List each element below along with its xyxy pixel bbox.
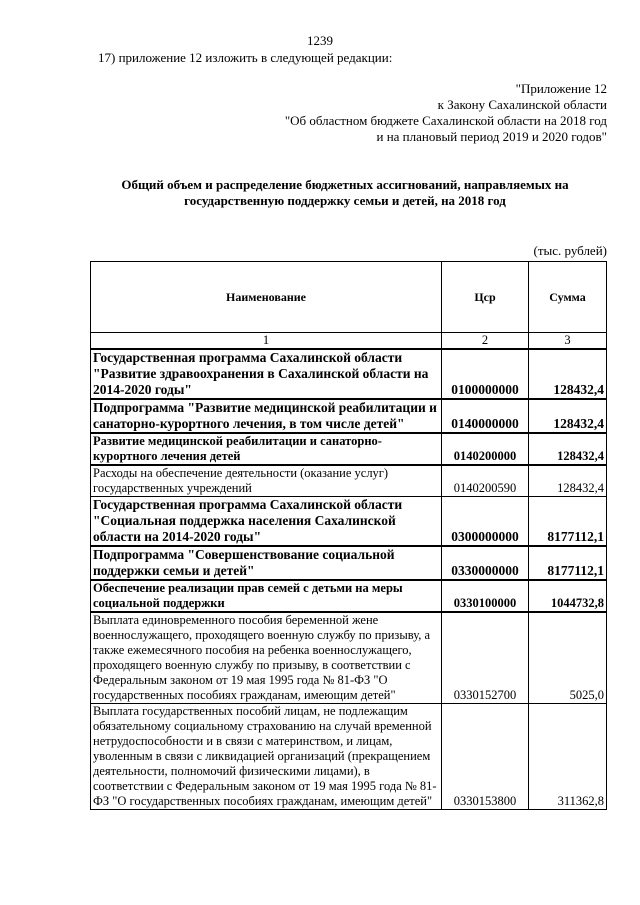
budget-table	[90, 261, 607, 810]
row-sum: 8177112,1	[529, 497, 607, 547]
appendix-line-3: "Об областном бюджете Сахалинской области на 2018 год	[284, 113, 607, 128]
row-sum: 311362,8	[529, 704, 607, 810]
column-number-row	[91, 333, 607, 350]
row-sum: 128432,4	[529, 399, 607, 433]
row-sum: 5025,0	[529, 612, 607, 704]
intro-text: 17) приложение 12 изложить в следующей редакции:	[98, 50, 393, 65]
row-code: 0100000000	[442, 349, 529, 399]
row-code: 0300000000	[442, 497, 529, 547]
document-title	[90, 177, 600, 209]
table-row	[91, 546, 607, 580]
row-name: Расходы на обеспечение деятельности (оказание услуг) государственных учреждений	[91, 465, 442, 497]
page-number: 1239	[307, 33, 333, 48]
appendix-line-2: к Закону Сахалинской области	[437, 97, 607, 112]
table-body	[91, 349, 607, 810]
column-number: 2	[442, 333, 529, 350]
table-row	[91, 580, 607, 612]
column-number: 3	[529, 333, 607, 350]
row-name: Подпрограмма "Развитие медицинской реабилитации и санаторно-курортного лечения, в том числе детей"	[91, 399, 442, 433]
header-sum: Сумма	[529, 262, 607, 333]
row-name: Выплата государственных пособий лицам, не подлежащим обязательному социальному страхованию на случай временной нетрудоспособности и в связи с материнством, и лицам, уволенным в связи с ликвидацией организаций (прекращением деятельности, полномочий физическими лицами), в соответствии с Федеральным законом от 19 мая 1995 года № 81-ФЗ "О государственных пособиях гражданам, имеющим детей"	[91, 704, 442, 810]
title-line-2: государственную поддержку семьи и детей, на 2018 год	[184, 193, 506, 208]
row-code: 0330100000	[442, 580, 529, 612]
row-sum: 128432,4	[529, 465, 607, 497]
table-row	[91, 433, 607, 465]
row-name: Государственная программа Сахалинской области "Развитие здравоохранения в Сахалинской области на 2014-2020 годы"	[91, 349, 442, 399]
row-sum: 8177112,1	[529, 546, 607, 580]
row-name: Развитие медицинской реабилитации и санаторно-курортного лечения детей	[91, 433, 442, 465]
row-code: 0140200000	[442, 433, 529, 465]
row-name: Государственная программа Сахалинской области "Социальная поддержка населения Сахалинской области на 2014-2020 годы"	[91, 497, 442, 547]
row-code: 0140000000	[442, 399, 529, 433]
row-name: Обеспечение реализации прав семей с детьми на меры социальной поддержки	[91, 580, 442, 612]
appendix-line-1: "Приложение 12	[515, 81, 607, 96]
table-header-row	[91, 262, 607, 333]
table-row	[91, 399, 607, 433]
table-row	[91, 465, 607, 497]
appendix-line-4: и на плановый период 2019 и 2020 годов"	[376, 129, 607, 144]
title-line-1: Общий объем и распределение бюджетных ассигнований, направляемых на	[121, 177, 569, 192]
row-sum: 128432,4	[529, 349, 607, 399]
row-code: 0330153800	[442, 704, 529, 810]
units-label: (тыс. рублей)	[533, 243, 607, 258]
table-row	[91, 349, 607, 399]
row-name: Выплата единовременного пособия беременной жене военнослужащего, проходящего военную службу по призыву, а также ежемесячного пособия на ребенка военнослужащего, проходящего военную службу по призыву, в соответствии с Федеральным законом от 19 мая 1995 года № 81-ФЗ "О государственных пособиях гражданам, имеющим детей"	[91, 612, 442, 704]
table-row	[91, 497, 607, 547]
row-sum: 128432,4	[529, 433, 607, 465]
table-row	[91, 704, 607, 810]
row-sum: 1044732,8	[529, 580, 607, 612]
appendix-header	[285, 81, 607, 145]
row-code: 0330000000	[442, 546, 529, 580]
row-code: 0140200590	[442, 465, 529, 497]
column-number: 1	[91, 333, 442, 350]
header-code: Цср	[442, 262, 529, 333]
row-code: 0330152700	[442, 612, 529, 704]
table-row	[91, 612, 607, 704]
row-name: Подпрограмма "Совершенствование социальной поддержки семьи и детей"	[91, 546, 442, 580]
header-name: Наименование	[91, 262, 442, 333]
